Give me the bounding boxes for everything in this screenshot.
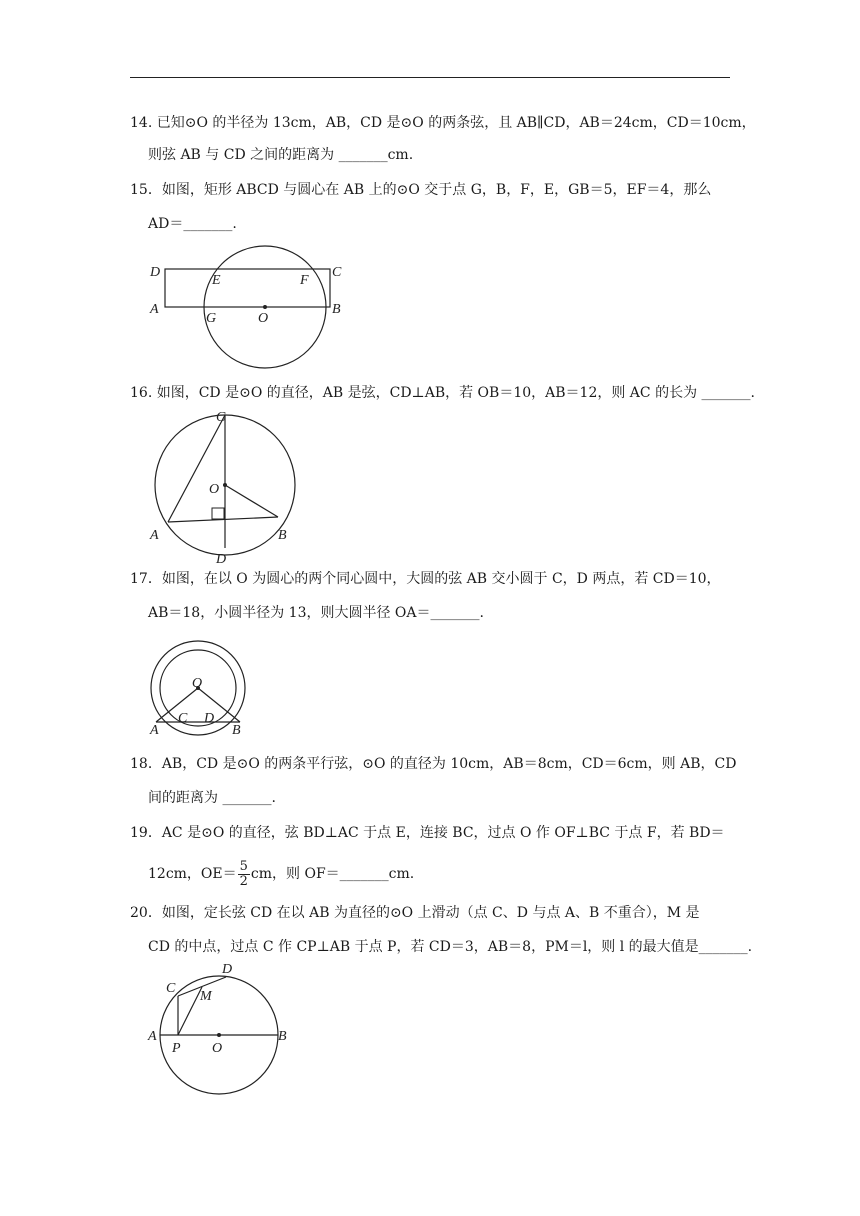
q17-label-C: C [178, 711, 188, 726]
q20-label-O: O [212, 1041, 223, 1056]
q17-label-O: O [192, 676, 203, 691]
q19-fraction [238, 860, 250, 889]
q15-line2: AD＝_______. [148, 216, 237, 232]
q16-figure [140, 407, 310, 572]
q15-label-A: A [150, 302, 159, 317]
q15-label-E: E [212, 273, 221, 288]
q20-label-A: A [148, 1029, 157, 1044]
header-rule [130, 77, 730, 78]
q16-label-O: O [209, 482, 220, 497]
q15-label-G: G [206, 311, 217, 326]
q15-line1: 15．如图，矩形 ABCD 与圆心在 AB 上的⊙O 交于点 G，B，F，E，GB＝5，EF＝4，那么 [130, 182, 712, 198]
q17-figure [140, 638, 260, 738]
q20-line1: 20．如图，定长弦 CD 在以 AB 为直径的⊙O 上滑动（点 C、D 与点 A、B 不重合），M 是 [130, 905, 700, 921]
q15-label-C: C [332, 265, 342, 280]
q16-segment-AC [168, 415, 225, 522]
q19-line1: 19．AC 是⊙O 的直径，弦 BD⊥AC 于点 E，连接 BC，过点 O 作 OF⊥BC 于点 F，若 BD＝ [130, 825, 725, 841]
q15-figure [140, 240, 370, 375]
q20-line2: CD 的中点，过点 C 作 CP⊥AB 于点 P，若 CD＝3，AB＝8，PM＝l，则 l 的最大值是_______. [148, 939, 753, 955]
q20-label-M: M [200, 989, 212, 1004]
q20-label-D: D [222, 962, 233, 977]
q20-label-C: C [166, 981, 176, 996]
q15-label-D: D [150, 265, 161, 280]
q16-center-dot [223, 483, 227, 487]
q17-segment-OA [156, 688, 198, 722]
q15-label-O: O [258, 311, 269, 326]
q17-label-D: D [204, 711, 215, 726]
q14-line2: 则弦 AB 与 CD 之间的距离为 _______cm. [148, 147, 414, 163]
q19-frac-den: 2 [239, 873, 248, 889]
q16-label-A: A [150, 528, 159, 543]
q18-line2: 间的距离为 _______. [148, 790, 276, 806]
q16-line1: 16. 如图，CD 是⊙O 的直径，AB 是弦，CD⊥AB，若 OB＝10，AB＝12，则 AC 的长为 _______. [130, 385, 755, 401]
q19-frac-num: 5 [239, 858, 248, 874]
q19-line2-pre: 12cm，OE＝ [148, 866, 237, 882]
q15-label-F: F [300, 273, 309, 288]
q16-right-angle [212, 508, 224, 519]
q17-label-B: B [232, 723, 241, 738]
q18-line1: 18．AB，CD 是⊙O 的两条平行弦，⊙O 的直径为 10cm，AB＝8cm，CD＝6cm，则 AB，CD [130, 756, 737, 772]
q20-label-P: P [172, 1041, 181, 1056]
q19-line2 [148, 857, 414, 891]
q17-line1: 17．如图，在以 O 为圆心的两个同心圆中，大圆的弦 AB 交小圆于 C，D 两点，若 CD＝10， [130, 571, 721, 587]
q16-label-B: B [278, 528, 287, 543]
q16-segment-OB [225, 485, 278, 517]
q17-label-A: A [150, 723, 159, 738]
q17-line2: AB＝18，小圆半径为 13，则大圆半径 OA＝_______. [148, 605, 484, 621]
q15-center-dot [263, 305, 267, 309]
q15-label-B: B [332, 302, 341, 317]
q20-center-dot [217, 1033, 221, 1037]
q20-figure [140, 958, 300, 1098]
q16-label-D: D [216, 552, 227, 567]
q16-label-C: C [216, 410, 226, 425]
q20-label-B: B [278, 1029, 287, 1044]
q14-line1: 14. 已知⊙O 的半径为 13cm，AB，CD 是⊙O 的两条弦，且 AB∥CD，AB＝24cm，CD＝10cm， [130, 115, 756, 131]
q19-line2-post: cm，则 OF＝_______cm. [250, 866, 415, 882]
